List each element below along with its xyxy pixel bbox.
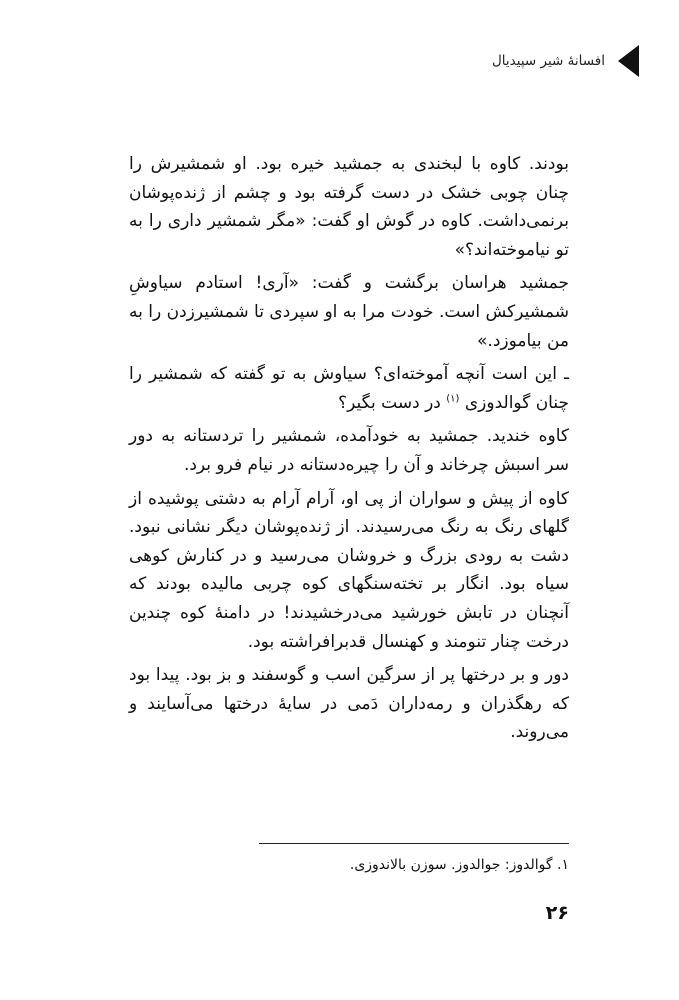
footnote: ۱. گوالدوز: جوالدوز. سوزن بالاندوزی. (349, 857, 569, 873)
paragraph-text: در دست بگیر؟ (338, 392, 441, 413)
running-header-title: افسانۀ شیر سپیدیال (492, 53, 605, 69)
running-header (492, 46, 639, 76)
paragraph-text: کاوه خندید. جمشید به خودآمده، شمشیر را تردستانه به دور سر اسبش چرخاند و آن را چیره‌دستانه در نیام فرو برد. (129, 426, 569, 475)
footnote-divider (259, 843, 569, 844)
body-text (129, 150, 569, 752)
page-number: ۲۶ (545, 902, 569, 924)
paragraph-text: دور و بر درختها پر از سرگین اسب و گوسفند و بز بود. پیدا بود که رهگذران و رمه‌داران دَمی در سایۀ درختها می‌آسایند و می‌روند. (129, 665, 569, 743)
triangle-pointer-icon (618, 45, 639, 77)
paragraph (129, 150, 569, 264)
paragraph-text: بودند. کاوه با لبخندی به جمشید خیره بود. او شمشیرش را چنان چوبی خشک در دست گرفته بود و چشم از ژنده‌پوشان برنمی‌داشت. کاوه در گوش او گفت: «مگر شمشیر داری را به تو نیاموخته‌اند؟» (129, 154, 569, 260)
paragraph (129, 422, 569, 479)
paragraph-text: کاوه از پیش و سواران از پی او، آرام آرام به دشتی پوشیده از گلهای رنگ به رنگ می‌رسیدند. از ژنده‌پوشان دیگر نشانی نبود. دشت به رودی بزرگ و خروشان می‌رسید و در کنارش کوهی سیاه بود. انگار بر تخته‌سنگهای کوه چربی مالیده بودند که آنچنان در تابش خورشید می‌درخشیدند! در دامنۀ کوه چندین درخت چنار تنومند و کهنسال قدبرافراشته بود. (129, 488, 569, 652)
paragraph (129, 485, 569, 657)
paragraph-text: ـ این است آنچه آموخته‌ای؟ سیاوش به تو گفته که شمشیر را چنان گوالدوزی (129, 364, 569, 413)
footnote-reference: (۱) (446, 393, 460, 405)
paragraph-text: جمشید هراسان برگشت و گفت: «آری! استادم سیاوشِ شمشیرکش است. خودت مرا به او سپردی تا شمشیرزدن را به من بیاموزد.» (129, 273, 569, 351)
paragraph (129, 269, 569, 355)
paragraph (129, 360, 569, 417)
paragraph (129, 661, 569, 747)
